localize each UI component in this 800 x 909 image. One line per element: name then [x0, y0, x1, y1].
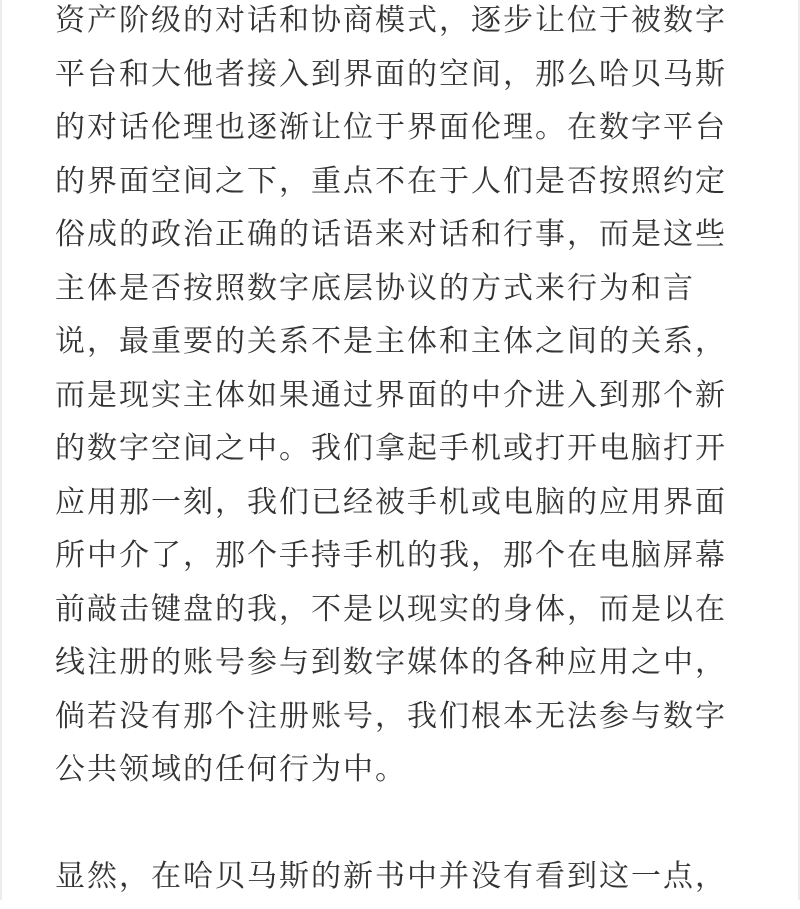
text-line: 说，最重要的关系不是主体和主体之间的关系，	[55, 321, 755, 375]
text-line: 线注册的账号参与到数字媒体的各种应用之中，	[55, 642, 755, 696]
text-line: 资产阶级的对话和协商模式，逐步让位于被数字	[55, 0, 755, 54]
text-line: 而是现实主体如果通过界面的中介进入到那个新	[55, 375, 755, 429]
text-line: 显然，在哈贝马斯的新书中并没有看到这一点，	[55, 856, 755, 909]
article-body	[55, 0, 755, 909]
page-edge-left	[0, 0, 2, 900]
text-line: 前敲击键盘的我，不是以现实的身体，而是以在	[55, 589, 755, 643]
text-line: 应用那一刻，我们已经被手机或电脑的应用界面	[55, 482, 755, 536]
text-line: 的数字空间之中。我们拿起手机或打开电脑打开	[55, 428, 755, 482]
text-line: 平台和大他者接入到界面的空间，那么哈贝马斯	[55, 54, 755, 108]
text-line: 公共领域的任何行为中。	[55, 749, 755, 803]
text-line: 所中介了，那个手持手机的我，那个在电脑屏幕	[55, 535, 755, 589]
text-line: 俗成的政治正确的话语来对话和行事，而是这些	[55, 214, 755, 268]
text-line: 的界面空间之下，重点不在于人们是否按照约定	[55, 161, 755, 215]
paragraph-2	[55, 856, 755, 909]
text-line: 倘若没有那个注册账号，我们根本无法参与数字	[55, 696, 755, 750]
text-line: 的对话伦理也逐渐让位于界面伦理。在数字平台	[55, 107, 755, 161]
text-line: 主体是否按照数字底层协议的方式来行为和言	[55, 268, 755, 322]
paragraph-1	[55, 0, 755, 803]
